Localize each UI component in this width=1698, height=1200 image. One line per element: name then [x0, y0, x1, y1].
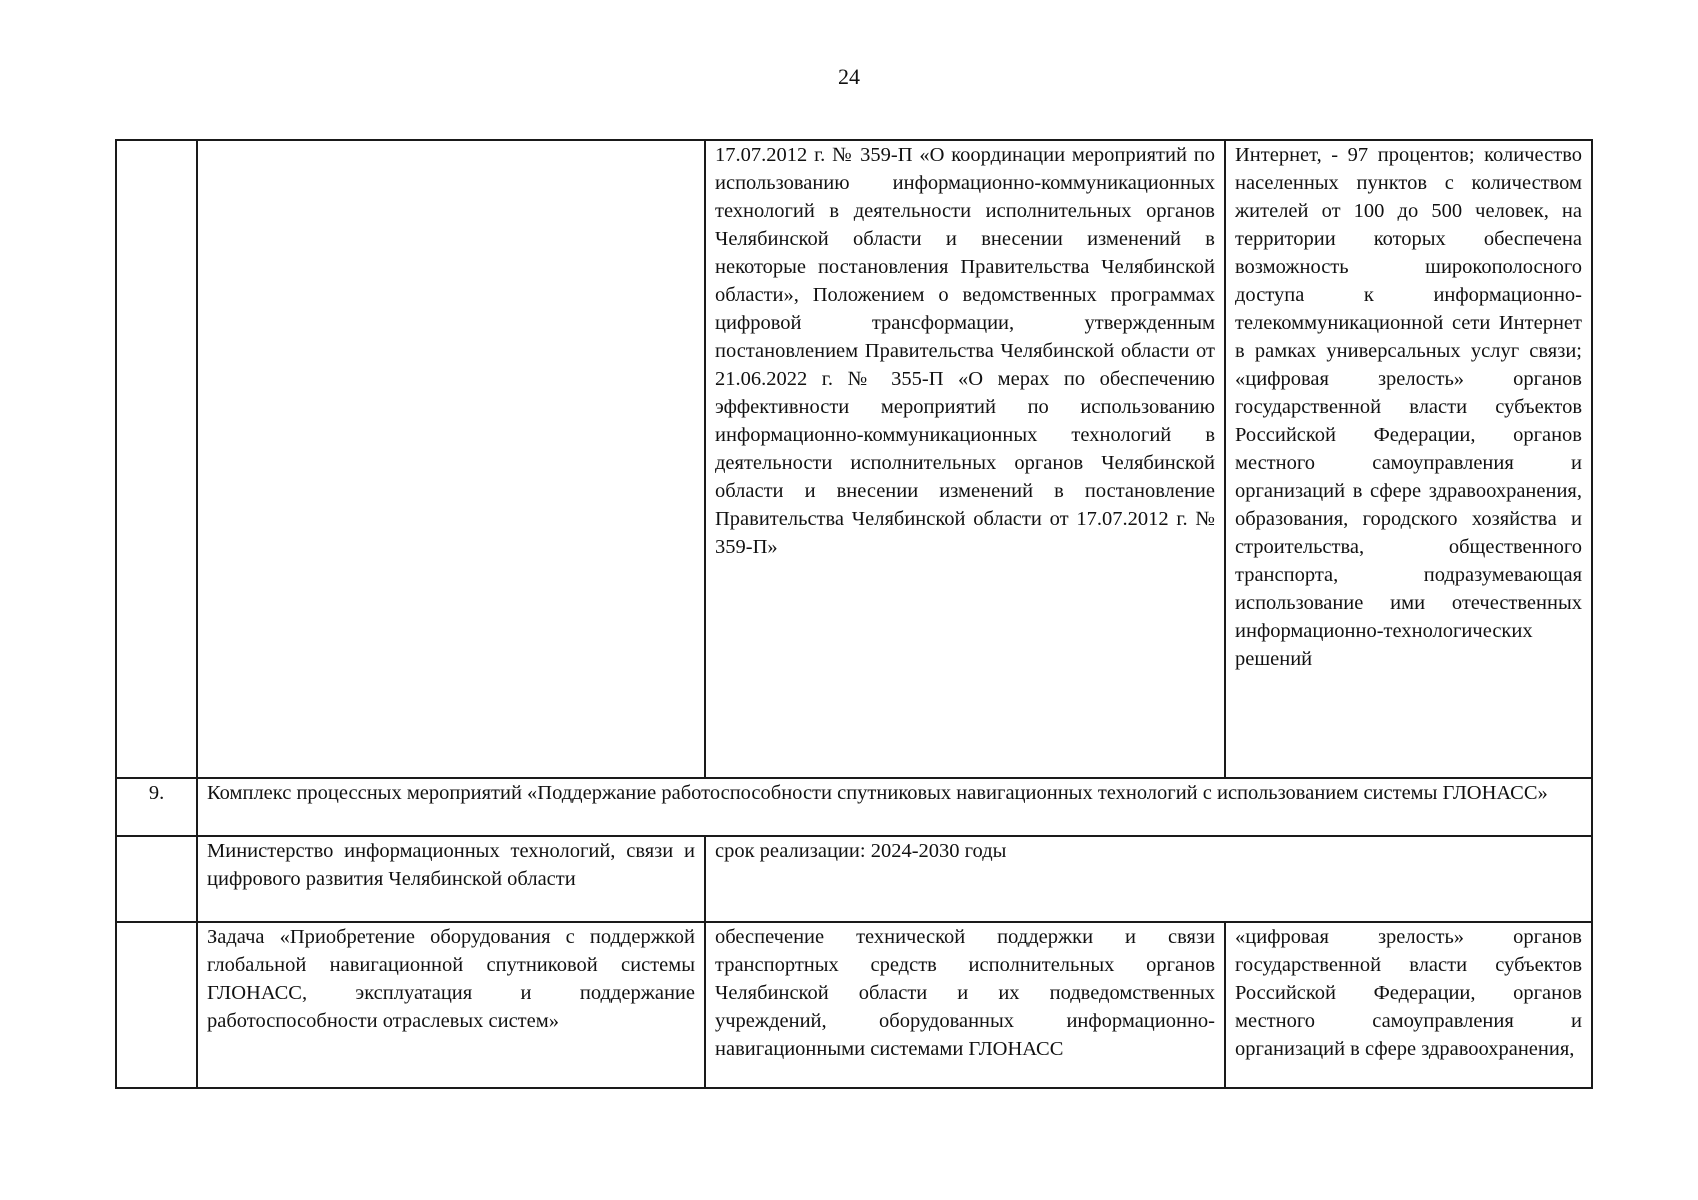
- table-row-continuation: [116, 140, 1592, 778]
- task-effect: обеспечение технической поддержки и связи транспортных средств исполнительных органов Челябинской области и их подведомственных учреждений, оборудованных информационно-навигационными системами ГЛОНАСС: [705, 922, 1225, 1088]
- section-number: 9.: [116, 778, 197, 836]
- cell-name: [197, 140, 705, 778]
- table-row-section: [116, 778, 1592, 836]
- cell-basis: 17.07.2012 г. № 359-П «О координации мероприятий по использованию информационно-коммуникационных технологий в деятельности исполнительных органов Челябинской области и внесении изменений в некоторые постановления Правительства Челябинской области», Положением о ведомственных программах цифровой трансформации, утвержденным постановлением Правительства Челябинской области от 21.06.2022 г. № 355-П «О мерах по обеспечению эффективности мероприятий по использованию информационно-коммуникационных технологий в деятельности исполнительных органов Челябинской области и внесении изменений в постановление Правительства Челябинской области от 17.07.2012 г. № 359-П»: [705, 140, 1225, 778]
- task-indicators: «цифровая зрелость» органов государственной власти субъектов Российской Федерации, органов местного самоуправления и организаций в сфере здравоохранения,: [1225, 922, 1592, 1088]
- document-table: [115, 139, 1593, 1089]
- cell-empty-number: [116, 922, 197, 1088]
- cell-number: [116, 140, 197, 778]
- ministry-name: Министерство информационных технологий, связи и цифрового развития Челябинской области: [197, 836, 705, 922]
- task-name: Задача «Приобретение оборудования с поддержкой глобальной навигационной спутниковой системы ГЛОНАСС, эксплуатация и поддержание работоспособности отраслевых систем»: [197, 922, 705, 1088]
- section-title: Комплекс процессных мероприятий «Поддержание работоспособности спутниковых навигационных технологий с использованием системы ГЛОНАСС»: [197, 778, 1592, 836]
- page-number: 24: [838, 64, 860, 89]
- table-row-task: [116, 922, 1592, 1088]
- implementation-term: срок реализации: 2024-2030 годы: [705, 836, 1592, 922]
- table-row-ministry: [116, 836, 1592, 922]
- cell-empty-number: [116, 836, 197, 922]
- cell-indicators: Интернет, - 97 процентов; количество населенных пунктов с количеством жителей от 100 до 500 человек, на территории которых обеспечена возможность широкополосного доступа к информационно-телекоммуникационной сети Интернет в рамках универсальных услуг связи; «цифровая зрелость» органов государственной власти субъектов Российской Федерации, органов местного самоуправления и организаций в сфере здравоохранения, образования, городского хозяйства и строительства, общественного транспорта, подразумевающая использование ими отечественных информационно-технологических решений: [1225, 140, 1592, 778]
